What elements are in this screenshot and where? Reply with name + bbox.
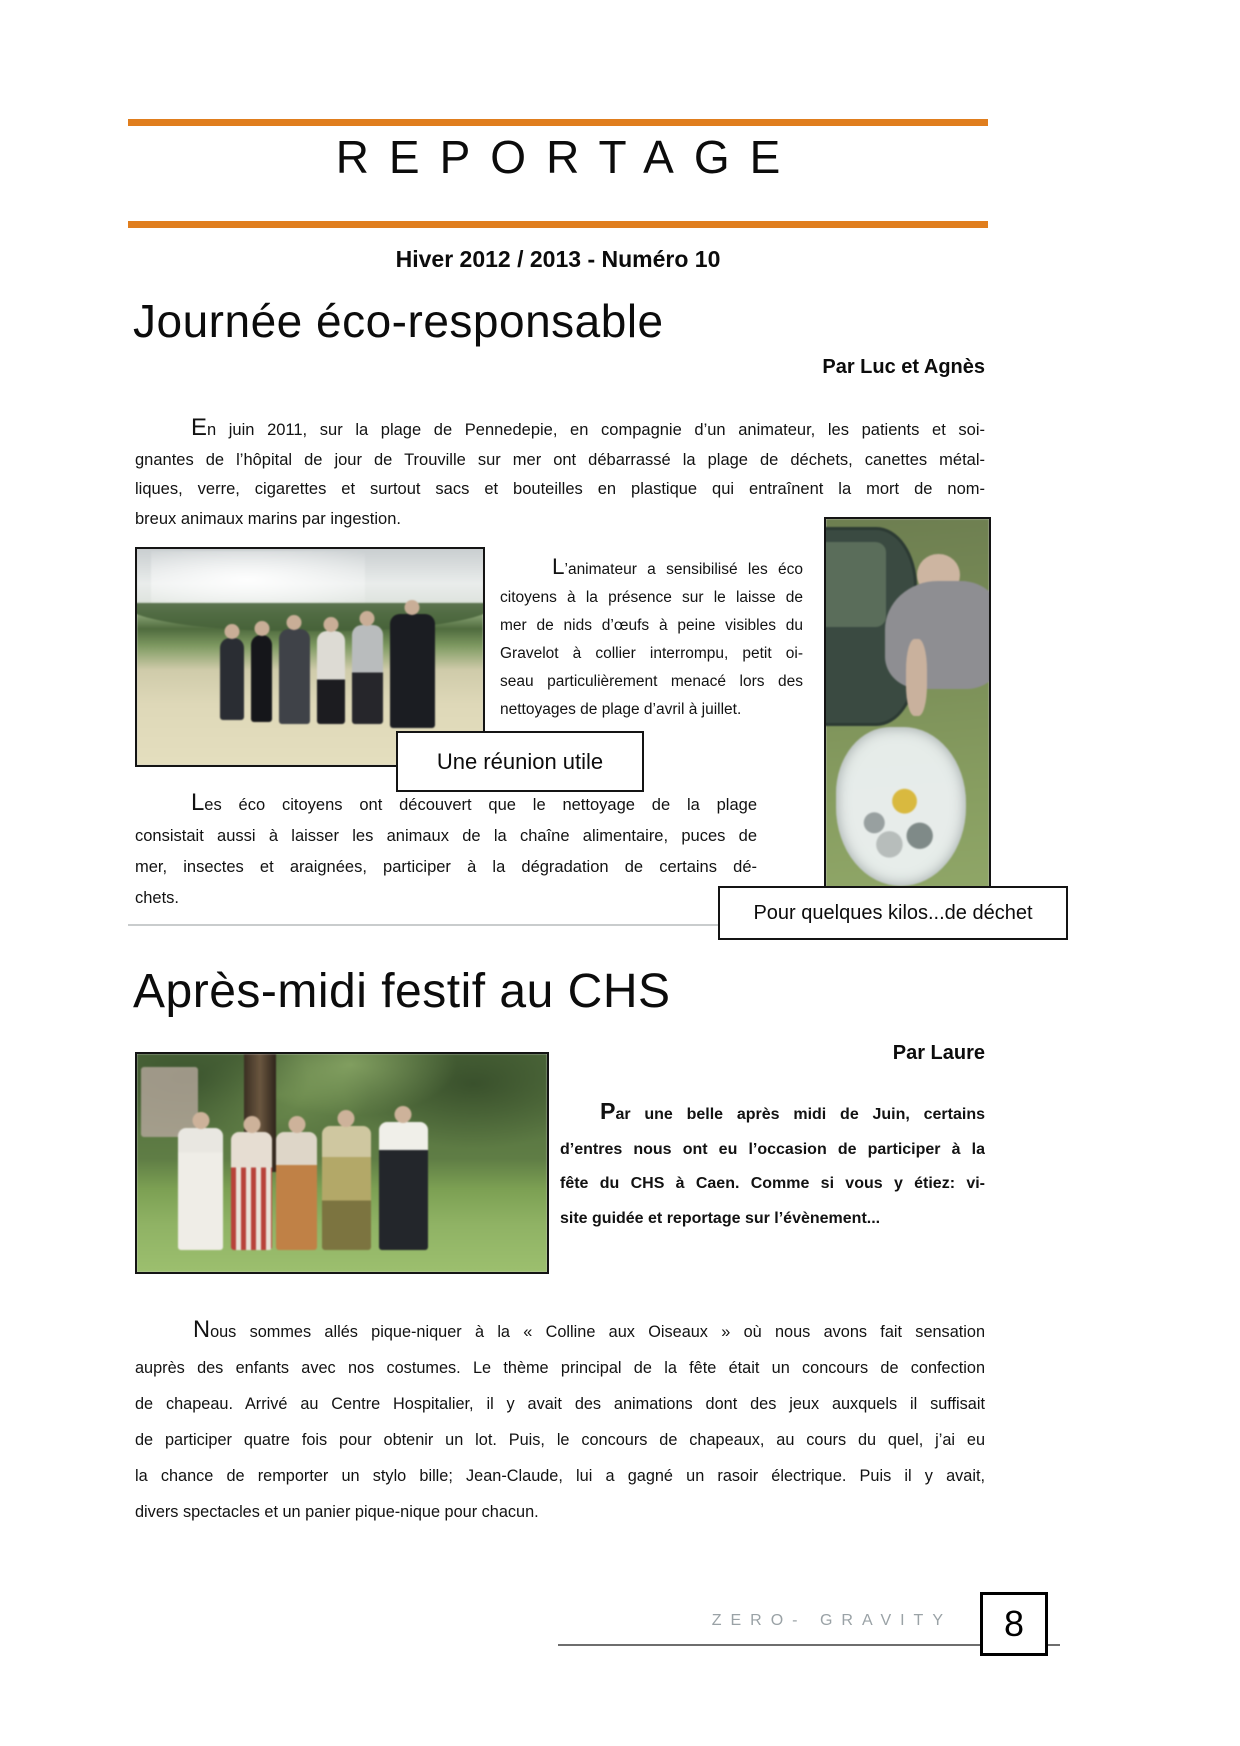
- text-line: liques, verre, cigarettes et surtout sacs et bouteilles en plastique qui entraînent la mort de nom-: [135, 480, 985, 498]
- person-striped-dress: [231, 1132, 272, 1250]
- article1-body-paragraph: [135, 790, 757, 914]
- text-line: fête du CHS à Caen. Comme si vous y étiez: vi-: [560, 1175, 985, 1192]
- person-tan-dress: [276, 1132, 317, 1250]
- costume-group-photo: [135, 1052, 549, 1274]
- caption-box-kilos: [718, 886, 1068, 940]
- text-line: mer, insectes et araignées, participer à la dégradation de certains dé-: [135, 858, 757, 876]
- person-silhouette: [220, 638, 244, 720]
- lead-capital: L: [191, 790, 205, 816]
- lead-capital: N: [193, 1317, 211, 1343]
- text-line: Les éco citoyens ont découvert que le nettoyage de la plage: [191, 790, 757, 816]
- person-silhouette: [390, 614, 435, 728]
- text-line: site guidée et reportage sur l’évènement...: [560, 1209, 881, 1227]
- section-title: REPORTAGE: [335, 131, 801, 183]
- text-line: de chapeau. Arrivé au Centre Hospitalier, il y avait des animations dont des jeux auxquels il suffisait: [135, 1395, 985, 1413]
- person-torso-shape: [885, 581, 991, 689]
- text-line: divers spectacles et un panier pique-nique pour chacun.: [135, 1503, 539, 1521]
- article1-title: Journée éco-responsable: [133, 295, 664, 347]
- text-line: gnantes de l’hôpital de jour de Trouville sur mer ont débarrassé la plage de déchets, canettes métal-: [135, 450, 985, 469]
- issue-line: Hiver 2012 / 2013 - Numéro 10: [395, 246, 721, 272]
- text-line: nettoyages de plage d’avril à juillet.: [500, 701, 742, 718]
- text-line: L’animateur a sensibilisé les éco: [552, 556, 803, 579]
- article1-byline: Par Luc et Agnès: [822, 356, 985, 378]
- text-line: d’entres nous ont eu l’occasion de participer à la: [560, 1140, 985, 1158]
- magazine-name: ZERO- GRAVITY: [711, 1612, 952, 1629]
- text-line: citoyens à la présence sur le laisse de: [500, 589, 803, 606]
- text-line: breux animaux marins par ingestion.: [135, 509, 401, 528]
- person-silhouette: [279, 629, 310, 724]
- caption-box-reunion: [396, 731, 644, 792]
- person-silhouette: [352, 625, 383, 724]
- page-number-box: [980, 1592, 1048, 1656]
- caption-text: Pour quelques kilos...de déchet: [753, 901, 1033, 924]
- photo-art: [826, 519, 989, 905]
- person-olive-dress: [322, 1126, 371, 1250]
- text-line: la chance de remporter un stylo bille; Jean-Claude, lui a gagné un rasoir électrique. Puis il y avait,: [135, 1467, 985, 1485]
- article2-title: Après-midi festif au CHS: [133, 965, 671, 1018]
- car-window-shape: [824, 542, 886, 627]
- building-shape: [141, 1067, 198, 1137]
- lead-capital: E: [191, 416, 207, 441]
- article2-body-paragraph: [135, 1314, 985, 1530]
- lead-capital: L: [552, 556, 565, 579]
- bag-contents-shape: [849, 758, 950, 866]
- caption-text: Une réunion utile: [436, 748, 604, 774]
- article2-lead-paragraph: [560, 1098, 985, 1236]
- article2-byline: Par Laure: [892, 1042, 985, 1064]
- person-arm-shape: [906, 639, 927, 716]
- text-line: En juin 2011, sur la plage de Pennedepie, en compagnie d’un animateur, les patients et soi-: [191, 416, 985, 441]
- text-line: mer de nids d’œufs à peine visibles du: [500, 617, 803, 634]
- text-line: Gravelot à collier interrompu, petit oi-: [500, 645, 803, 662]
- trash-bag-photo: [824, 517, 991, 907]
- top-accent-rule: [128, 119, 988, 126]
- person-dark-suit: [379, 1122, 428, 1251]
- person-silhouette: [251, 635, 272, 721]
- text-line: de participer quatre fois pour obtenir un lot. Puis, le concours de chapeaux, au cours du quel, j’ai eu: [135, 1431, 985, 1449]
- page-number: 8: [1003, 1603, 1025, 1644]
- article1-aside-paragraph: [500, 556, 803, 724]
- person-white-suit: [178, 1128, 223, 1250]
- text-line: chets.: [135, 889, 180, 907]
- text-line: consistait aussi à laisser les animaux de la chaîne alimentaire, puces de: [135, 827, 757, 845]
- lead-capital: P: [600, 1098, 616, 1124]
- person-silhouette: [317, 631, 345, 724]
- text-line: Nous sommes allés pique-niquer à la « Colline aux Oiseaux » où nous avons fait sensation: [193, 1317, 985, 1343]
- text-line: Par une belle après midi de Juin, certains: [600, 1098, 985, 1124]
- text-line: auprès des enfants avec nos costumes. Le thème principal de la fête était un concours de confection: [135, 1359, 985, 1377]
- second-accent-rule: [128, 221, 988, 228]
- cloud-shape: [151, 551, 366, 603]
- text-line: seau particulièrement menacé lors des: [500, 673, 803, 690]
- photo-art: [137, 1054, 547, 1272]
